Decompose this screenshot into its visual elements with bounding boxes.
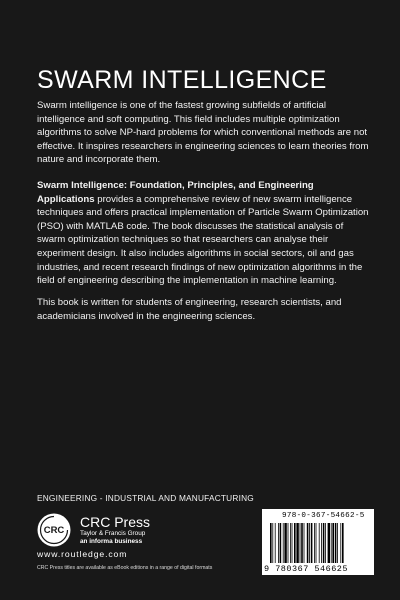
barcode-bar	[278, 523, 279, 563]
barcode-bar	[321, 523, 322, 563]
barcode-bar	[342, 523, 344, 563]
barcode-bar	[316, 523, 317, 563]
barcode-bar	[284, 523, 286, 563]
book-full-title: Swarm Intelligence: Foundation, Principles, and Engineering Applications	[37, 180, 314, 205]
publisher-business: an informa business	[80, 538, 143, 545]
crc-logo-text: CRC	[43, 525, 65, 536]
description-paragraph-1: Swarm intelligence is one of the fastest growing subfields of artificial intelligence and soft computing. This field includes multiple optimization algorithms to solve NP-hard problems for which conventional methods are not effective. It inspires researchers in engineering sciences to learn theories from nature and incorporate them.	[37, 100, 369, 166]
isbn-label: 978-0-367-54662-5	[282, 512, 365, 520]
barcode-bar	[272, 523, 273, 563]
barcode-bar	[328, 523, 330, 563]
barcode-bar	[304, 523, 305, 563]
barcode-bar	[296, 523, 298, 563]
barcode-bar	[294, 523, 296, 563]
barcode-bar	[332, 523, 334, 563]
publisher-website: www.routledge.com	[37, 549, 128, 559]
barcode-bar	[301, 523, 303, 563]
barcode-bar	[340, 523, 341, 563]
ebook-note: CRC Press titles are available as eBook editions in a range of digital formats	[37, 565, 213, 571]
crc-press-logo	[37, 513, 71, 547]
barcode-bar	[323, 523, 325, 563]
barcode-bar	[290, 523, 291, 563]
description-paragraph-2	[37, 179, 372, 288]
barcode-bar	[311, 523, 313, 563]
publisher-block	[80, 515, 150, 546]
book-title: SWARM INTELLIGENCE	[37, 66, 327, 94]
barcode-bar	[335, 523, 337, 563]
isbn-barcode	[262, 509, 374, 575]
barcode-bar	[280, 523, 282, 563]
barcode-bar	[307, 523, 309, 563]
barcode-bar	[288, 523, 289, 563]
publisher-group: Taylor & Francis Group	[80, 530, 146, 537]
barcode-bar	[319, 523, 320, 563]
barcode-bar	[331, 523, 332, 563]
barcode-bar	[283, 523, 284, 563]
barcode-bar	[309, 523, 310, 563]
barcode-bar	[275, 523, 276, 563]
barcode-bars	[270, 523, 370, 563]
barcode-bar	[337, 523, 338, 563]
barcode-bar	[300, 523, 301, 563]
audience-paragraph: This book is written for students of engineering, research scientists, and academicians involved in the engineering sciences.	[37, 297, 342, 322]
barcode-bar	[292, 523, 293, 563]
subject-category: ENGINEERING - INDUSTRIAL AND MANUFACTURING	[37, 493, 254, 503]
barcode-bar	[270, 523, 272, 563]
barcode-bar	[325, 523, 326, 563]
publisher-name: CRC Press	[80, 514, 151, 530]
barcode-bar	[314, 523, 315, 563]
isbn-digits: 9 780367 546625	[264, 564, 349, 574]
description-paragraph-2-text: provides a comprehensive review of new swarm intelligence techniques and offers practical implementation of Particle Swarm Optimization (PSO) with MATLAB code. The book discusses the statistical analysis of swarm optimization techniques so that researchers can analyse their experiment design. It also includes algorithms in social sectors, oil and gas industries, and recent research findings of new optimization algorithms in the field of engineering describing the implementation in machine learning.	[37, 193, 369, 287]
